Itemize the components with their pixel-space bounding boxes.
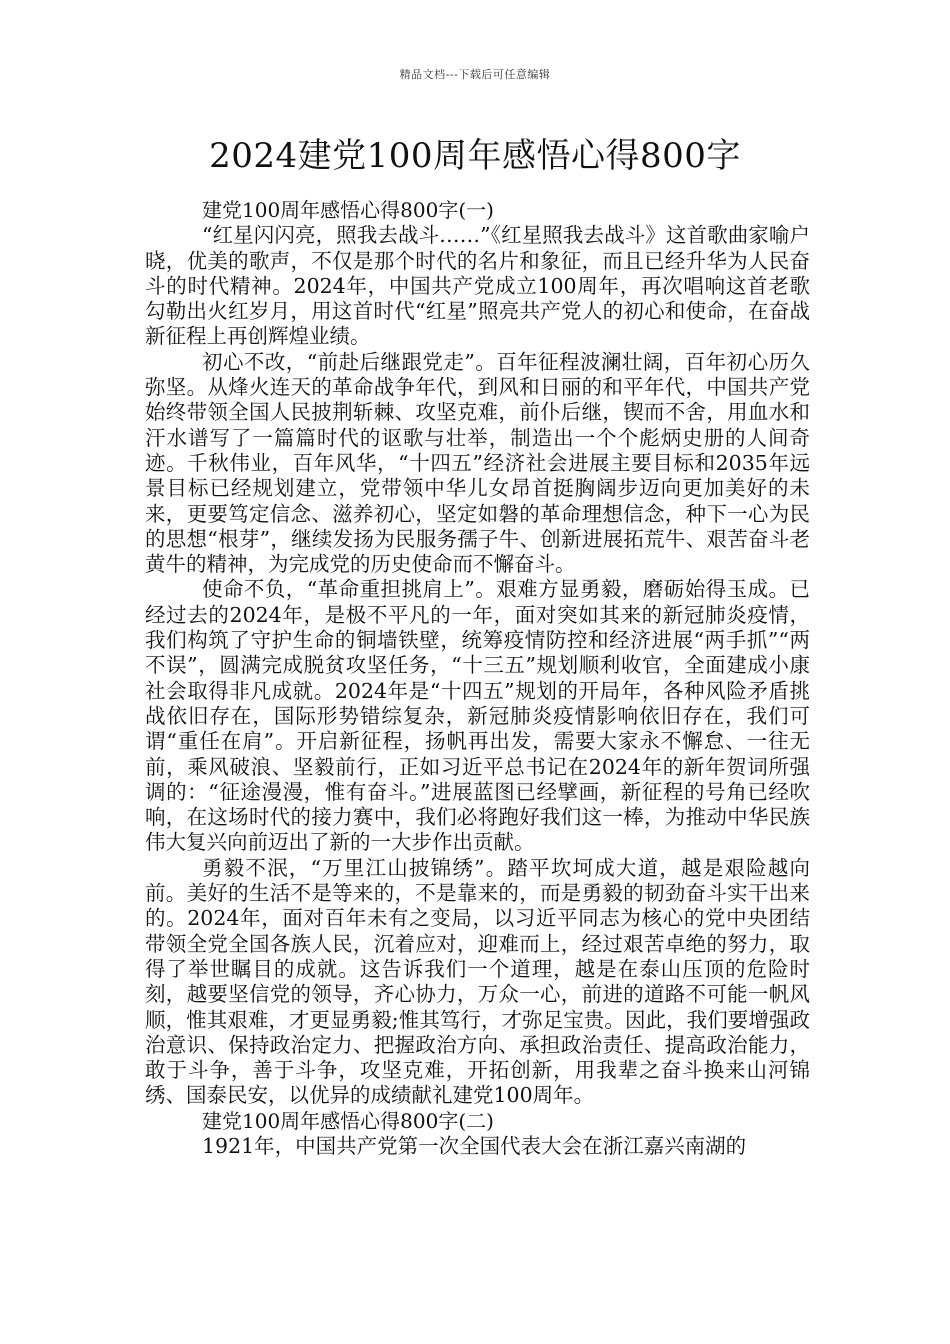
paragraph: 勇毅不泯，“万里江山披锦绣”。踏平坎坷成大道，越是艰险越向前。美好的生活不是等来的，不是靠来的，而是勇毅的韧劲奋斗实干出来的。2024年，面对百年未有之变局，以习近平同志为核心的党中央团结带领全党全国各族人民，沉着应对，迎难而上，经过艰苦卓绝的努力，取得了举世瞩目的成就。这告诉我们一个道理，越是在泰山压顶的危险时刻，越要坚信党的领导，齐心协力，万众一心，前进的道路不可能一帆风顺，惟其艰难，才更显勇毅;惟其笃行，才弥足宝贵。因此，我们要增强政治意识、保持政治定力、把握政治方向、承担政治责任、提高政治能力，敢于斗争，善于斗争，攻坚克难，开拓创新，用我辈之奋斗换来山河锦绣、国泰民安，以优异的成绩献礼建党100周年。 [145, 855, 810, 1108]
section-heading: 建党100周年感悟心得800字(二) [202, 1108, 494, 1133]
document-body [145, 198, 810, 1159]
document-title: 2024建党100周年感悟心得800字 [209, 136, 741, 176]
paragraph: 使命不负，“革命重担挑肩上”。艰难方显勇毅，磨砺始得玉成。已经过去的2024年，是极不平凡的一年，面对突如其来的新冠肺炎疫情，我们构筑了守护生命的铜墙铁壁，统筹疫情防控和经济进展“两手抓”“两不误”，圆满完成脱贫攻坚任务，“十三五”规划顺利收官，全面建成小康社会取得非凡成就。2024年是“十四五”规划的开局年，各种风险矛盾挑战依旧存在，国际形势错综复杂，新冠肺炎疫情影响依旧存在，我们可谓“重任在肩”。开启新征程，扬帆再出发，需要大家永不懈怠、一往无前，乘风破浪、坚毅前行，正如习近平总书记在2024年的新年贺词所强调的：“征途漫漫，惟有奋斗。”进展蓝图已经擘画，新征程的号角已经吹响，在这场时代的接力赛中，我们必将跑好我们这一棒，为推动中华民族伟大复兴向前迈出了新的一大步作出贡献。 [145, 577, 810, 855]
paragraph: 1921年，中国共产党第一次全国代表大会在浙江嘉兴南湖的 [202, 1133, 747, 1158]
paragraph: 初心不改，“前赴后继跟党走”。百年征程波澜壮阔，百年初心历久弥坚。从烽火连天的革命战争年代，到风和日丽的和平年代，中国共产党始终带领全国人民披荆斩棘、攻坚克难，前仆后继，锲而不舍，用血水和汗水谱写了一篇篇时代的讴歌与壮举，制造出一个个彪炳史册的人间奇迹。千秋伟业，百年风华，“十四五”经济社会进展主要目标和2035年远景目标已经规划建立，党带领中华儿女昂首挺胸阔步迈向更加美好的未来，更要笃定信念、滋养初心，坚定如磐的革命理想信念，种下一心为民的思想“根芽”，继续发扬为民服务孺子牛、创新进展拓荒牛、艰苦奋斗老黄牛的精神，为完成党的历史使命而不懈奋斗。 [145, 349, 810, 577]
header-note: 精品文档---下载后可任意编辑 [399, 68, 551, 81]
paragraph: “红星闪闪亮，照我去战斗……”《红星照我去战斗》这首歌曲家喻户晓，优美的歌声，不仅是那个时代的名片和象征，而且已经升华为人民奋斗的时代精神。2024年，中国共产党成立100周年，再次唱响这首老歌勾勒出火红岁月，用这首时代“红星”照亮共产党人的初心和使命，在奋战新征程上再创辉煌业绩。 [145, 223, 810, 349]
section-heading: 建党100周年感悟心得800字(一) [202, 198, 494, 222]
